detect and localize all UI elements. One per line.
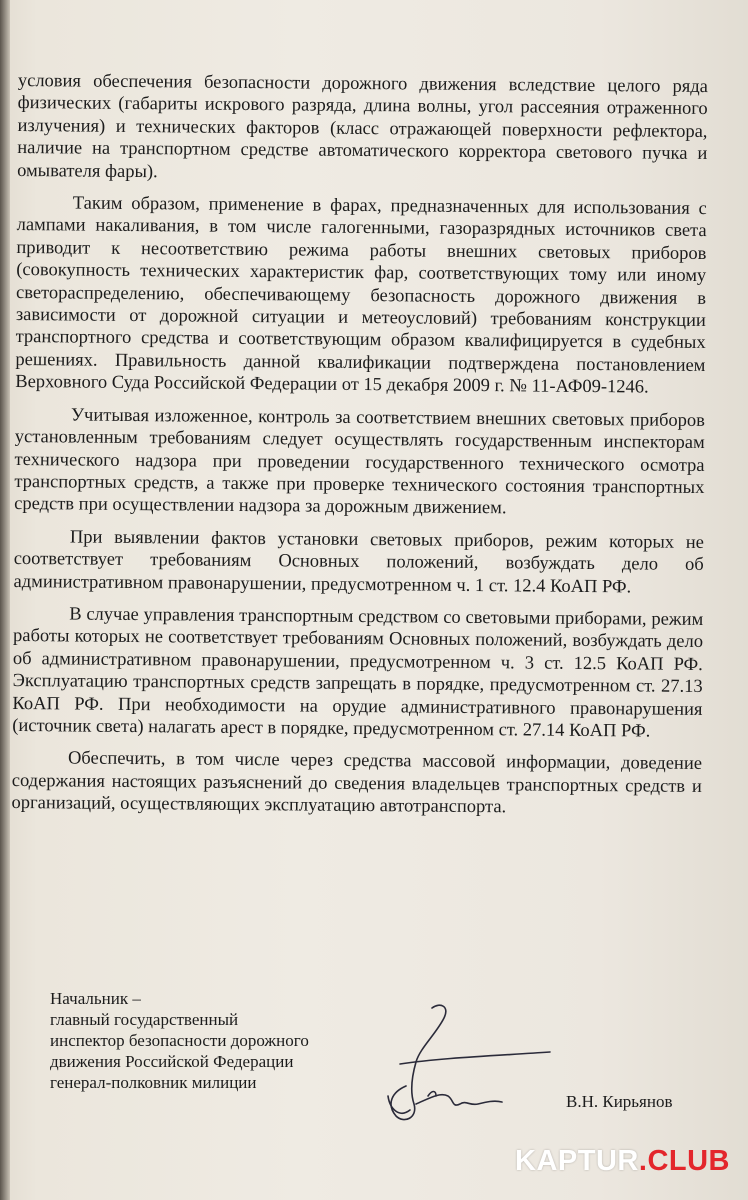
paragraph-6: Обеспечить, в том числе через средства массовой информации, доведение содержания настоящих разъяснений до сведения владельцев транспортных средств и организаций, осуществляющих эксплуатацию автотранспорта.	[11, 748, 703, 818]
paragraph-3: Учитывая изложенное, контроль за соответствием внешних световых приборов установленным требованиям следует осуществлять государственным инспекторам технического надзора при проведении государственного технического осмотра транспортных средств, а также при проверке технического состояния транспортных средств при осуществлении надзора за дорожным движением.	[14, 405, 706, 519]
signatory-title-line: генерал-полковник милиции	[50, 1073, 257, 1092]
paragraph-4: При выявлении фактов установки световых приборов, режим которых не соответствует требованиям Основных положений, возбуждать дело об административном правонарушении, предусмотренном ч. 1 ст. 12.4 КоАП РФ.	[13, 527, 704, 597]
signatory-title-line: Начальник –	[50, 989, 141, 1008]
kaptur-club-watermark	[515, 1145, 730, 1178]
paragraph-1: условия обеспечения безопасности дорожного движения вследствие целого ряда физических (габариты искрового разряда, длина волны, угол рассеяния отраженного излучения) и технических факторов (класс отражающей поверхности рефлектора, наличие на транспортном средстве автоматического корректора светового пучка и омывателя фары).	[17, 70, 708, 182]
signatory-title-line: главный государственный	[50, 1010, 239, 1029]
document-body	[11, 70, 708, 831]
paragraph-2: Таким образом, применение в фарах, предназначенных для использования с лампами накаливания, в том числе галогенными, газоразрядных источников света приводит к несоответствию режима работы внешних световых приборов (совокупность технических характеристик фар, соответствующих тому или иному светораспределению, обеспечивающему безопасность дорожного движения в зависимости от дорожной ситуации и метеоусловий) требованиям конструкции транспортного средства и соответствующим образом квалифицируется в судебных решениях. Правильность данной квалификации подтверждена постановлением Верховного Суда Российской Федерации от 15 декабря 2009 г. № 11-АФ09-1246.	[15, 193, 707, 398]
signatory-title-line: инспектор безопасности дорожного	[50, 1031, 309, 1050]
watermark-part-2: .CLUB	[638, 1145, 730, 1177]
handwritten-signature	[370, 1000, 560, 1130]
signer-name: В.Н. Кирьянов	[566, 1092, 673, 1111]
signatory-title-block	[50, 988, 350, 1093]
signatory-title-line: движения Российской Федерации	[50, 1052, 294, 1071]
watermark-part-1: KAPTUR	[515, 1145, 639, 1177]
paragraph-5: В случае управления транспортным средством со световыми приборами, режим работы которых не соответствует требованиям Основных положений, возбуждать дело об административном правонарушении, предусмотренном ч. 3 ст. 12.5 КоАП РФ. Эксплуатацию транспортных средств запрещать в порядке, предусмотренном ст. 27.13 КоАП РФ. При необходимости на орудие административного правонарушения (источник света) налагать арест в порядке, предусмотренном ст. 27.14 КоАП РФ.	[12, 604, 704, 742]
page-shadow-edge	[0, 0, 10, 1200]
